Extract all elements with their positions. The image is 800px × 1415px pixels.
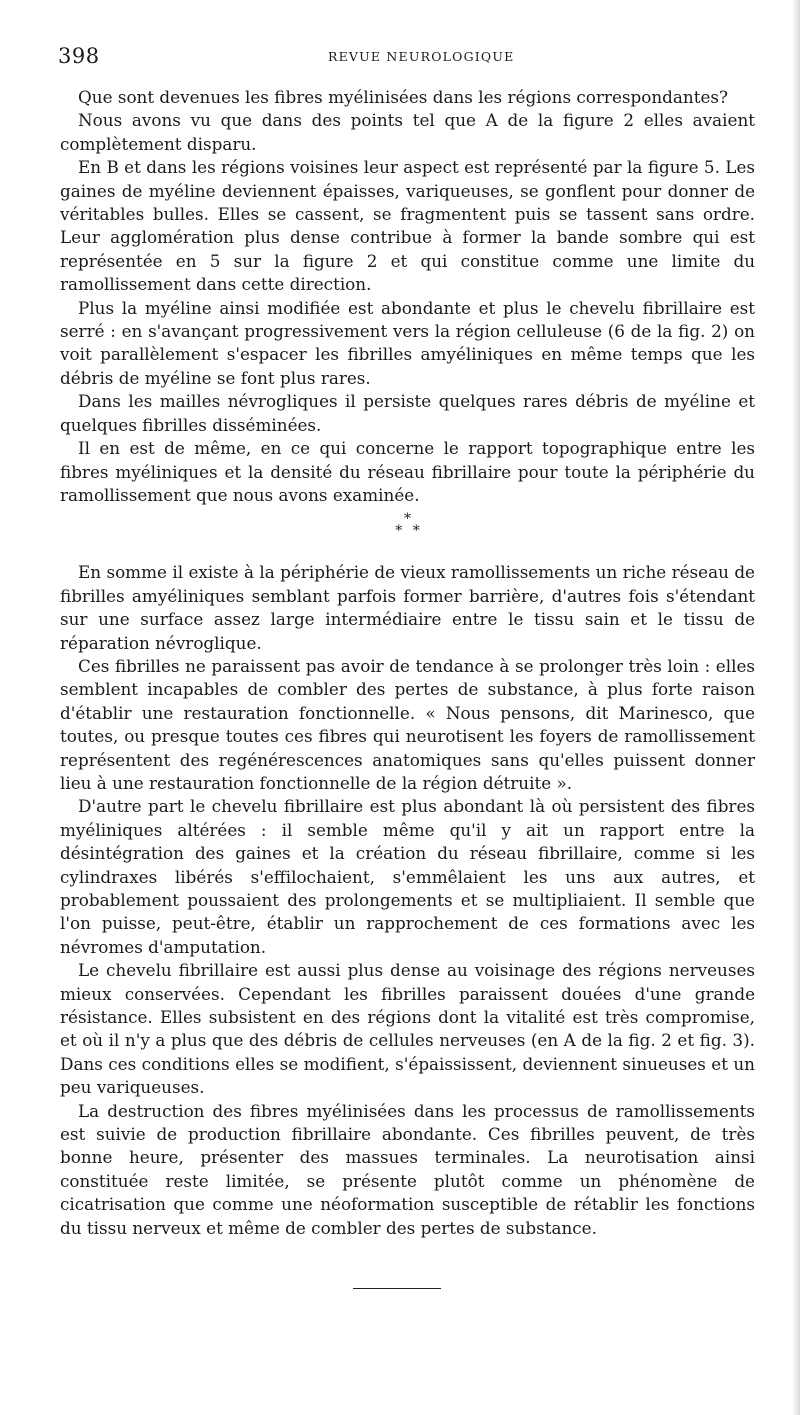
asterism-top: * — [404, 511, 411, 528]
running-title: REVUE NEUROLOGIQUE — [328, 49, 515, 64]
body-text — [60, 86, 755, 1240]
end-rule — [353, 1288, 441, 1289]
paragraph: Que sont devenues les fibres myélinisées dans les régions correspondantes? — [78, 87, 728, 107]
paragraph: En somme il existe à la périphérie de vieux ramollissements un riche réseau de fibrilles amyéliniques semblant parfois former barrière, d'autres fois s'étendant sur une surface assez large intermédiaire entre le tissu sain et le tissu de réparation névroglique. — [60, 562, 755, 653]
paragraph: Il en est de même, en ce qui concerne le rapport topographique entre les fibres myéliniques et la densité du réseau fibrillaire pour toute la périphérie du ramollissement que nous avons examinée. — [60, 438, 755, 505]
paragraph: Dans les mailles névrogliques il persiste quelques rares débris de myéline et quelques fibrilles disséminées. — [60, 391, 755, 435]
paragraph: Ces fibrilles ne paraissent pas avoir de tendance à se prolonger très loin : elles semblent incapables de combler des pertes de substance, à plus forte raison d'établir une restauration fonctionnelle. « Nous pensons, dit Marinesco, que toutes, ou presque toutes ces fibres qui neurotisent les foyers de ramollissement représentent des regénérescences anatomiques sans qu'elles puissent donner lieu à une restauration fonctionnelle de la région détruite ». — [60, 655, 755, 793]
paragraph: Nous avons vu que dans des points tel que A de la figure 2 elles avaient complètement disparu. — [60, 110, 755, 154]
asterism-bottom: * * — [395, 523, 420, 540]
paragraph: Le chevelu fibrillaire est aussi plus dense au voisinage des régions nerveuses mieux conservées. Cependant les fibrilles paraissent douées d'une grande résistance. Elles subsistent en des régions dont la vitalité est très compromise, et où il n'y a plus que des débris de cellules nerveuses (en A de la fig. 2 et fig. 3). Dans ces conditions elles se modifient, s'épaississent, deviennent sinueuses et un peu variqueuses. — [60, 960, 755, 1098]
page-header — [58, 44, 758, 74]
page-edge-shadow — [792, 0, 800, 1415]
paragraph: La destruction des fibres myélinisées dans les processus de ramollissements est suivie de production fibrillaire abondante. Ces fibrilles peuvent, de très bonne heure, présenter des massues terminales. La neurotisation ainsi constituée reste limitée, se présente plutôt comme un phénomène de cicatrisation que comme une néoformation susceptible de rétablir les fonctions du tissu nerveux et même de combler des pertes de substance. — [60, 1100, 755, 1238]
paragraph: D'autre part le chevelu fibrillaire est plus abondant là où persistent des fibres myéliniques altérées : il semble même qu'il y ait un rapport entre la désintégration des gaines et la création du réseau fibrillaire, comme si les cylindraxes libérés s'effilochaient, s'emmêlaient les uns aux autres, et probablement poussaient des prolongements et se multipliaient. Il semble que l'on puisse, peut-être, établir un rapprochement de ces formations avec les névromes d'amputation. — [60, 796, 755, 957]
paragraph: Plus la myéline ainsi modifiée est abondante et plus le chevelu fibrillaire est serré : en s'avançant progressivement vers la région celluleuse (6 de la fig. 2) on voit parallèlement s'espacer les fibrilles amyéliniques en même temps que les débris de myéline se font plus rares. — [60, 297, 755, 388]
page-number: 398 — [58, 44, 100, 68]
section-separator — [60, 513, 755, 553]
paragraph: En B et dans les régions voisines leur aspect est représenté par la figure 5. Les gaines de myéline deviennent épaisses, variqueuses, se gonflent pour donner de véritables bulles. Elles se cassent, se fragmentent puis se tassent sans ordre. Leur agglomération plus dense contribue à former la bande sombre qui est représentée en 5 sur la figure 2 et qui constitue comme une limite du ramollissement dans cette direction. — [60, 157, 755, 295]
